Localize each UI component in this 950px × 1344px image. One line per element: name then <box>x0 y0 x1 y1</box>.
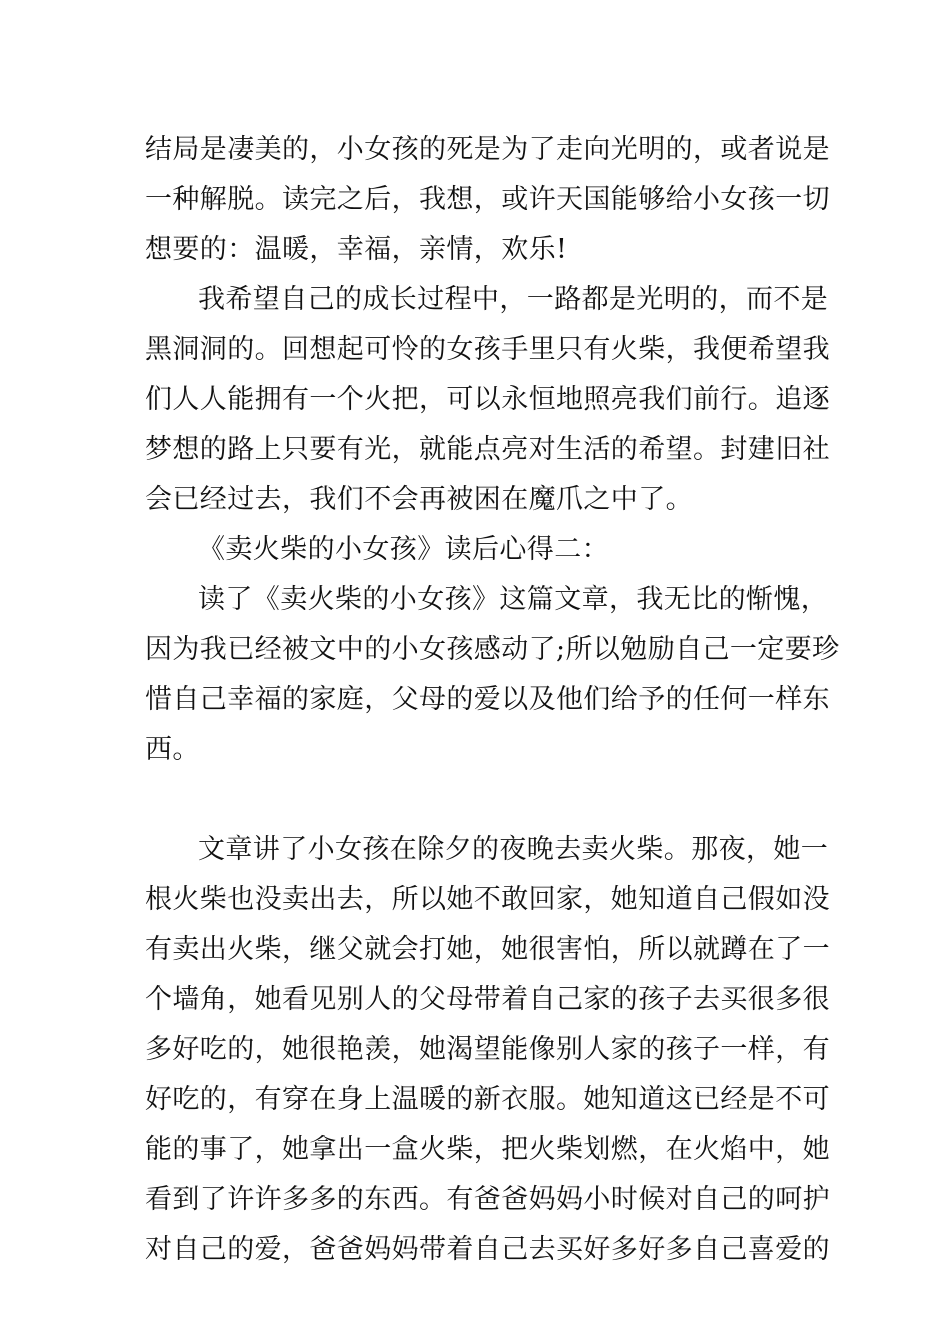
text-line: 看到了许许多多的东西。有爸爸妈妈小时候对自己的呵护 <box>145 1184 830 1215</box>
text-line: 想要的：温暖，幸福，亲情，欢乐! <box>145 234 568 265</box>
text-line: 结局是凄美的，小女孩的死是为了走向光明的，或者说是 <box>145 134 830 165</box>
text-line: 梦想的路上只要有光，就能点亮对生活的希望。封建旧社 <box>145 434 830 465</box>
text-line: 读了《卖火柴的小女孩》这篇文章，我无比的惭愧， <box>198 584 829 615</box>
text-line: 黑洞洞的。回想起可怜的女孩手里只有火柴，我便希望我 <box>145 334 830 365</box>
text-line: 会已经过去，我们不会再被困在魔爪之中了。 <box>145 484 693 515</box>
text-line: 对自己的爱，爸爸妈妈带着自己去买好多好多自己喜爱的 <box>145 1234 830 1265</box>
text-line: 因为我已经被文中的小女孩感动了;所以勉励自己一定要珍 <box>145 634 840 665</box>
text-line: 文章讲了小女孩在除夕的夜晚去卖火柴。那夜，她一 <box>198 834 829 865</box>
text-line: 好吃的，有穿在身上温暖的新衣服。她知道这已经是不可 <box>145 1084 830 1115</box>
text-line: 个墙角，她看见别人的父母带着自己家的孩子去买很多很 <box>145 984 830 1015</box>
text-line: 多好吃的，她很艳羡，她渴望能像别人家的孩子一样，有 <box>145 1034 830 1065</box>
text-line: 能的事了，她拿出一盒火柴，把火柴划燃，在火焰中，她 <box>145 1134 830 1165</box>
text-line: 有卖出火柴，继父就会打她，她很害怕，所以就蹲在了一 <box>145 934 830 965</box>
section-heading: 《卖火柴的小女孩》读后心得二： <box>198 534 609 565</box>
text-line: 我希望自己的成长过程中，一路都是光明的，而不是 <box>198 284 829 315</box>
text-line: 惜自己幸福的家庭，父母的爱以及他们给予的任何一样东 <box>145 684 830 715</box>
text-line: 们人人能拥有一个火把，可以永恒地照亮我们前行。追逐 <box>145 384 830 415</box>
text-line: 西。 <box>145 734 200 765</box>
text-line: 根火柴也没卖出去，所以她不敢回家，她知道自己假如没 <box>145 884 830 915</box>
text-line: 一种解脱。读完之后，我想，或许天国能够给小女孩一切 <box>145 184 830 215</box>
